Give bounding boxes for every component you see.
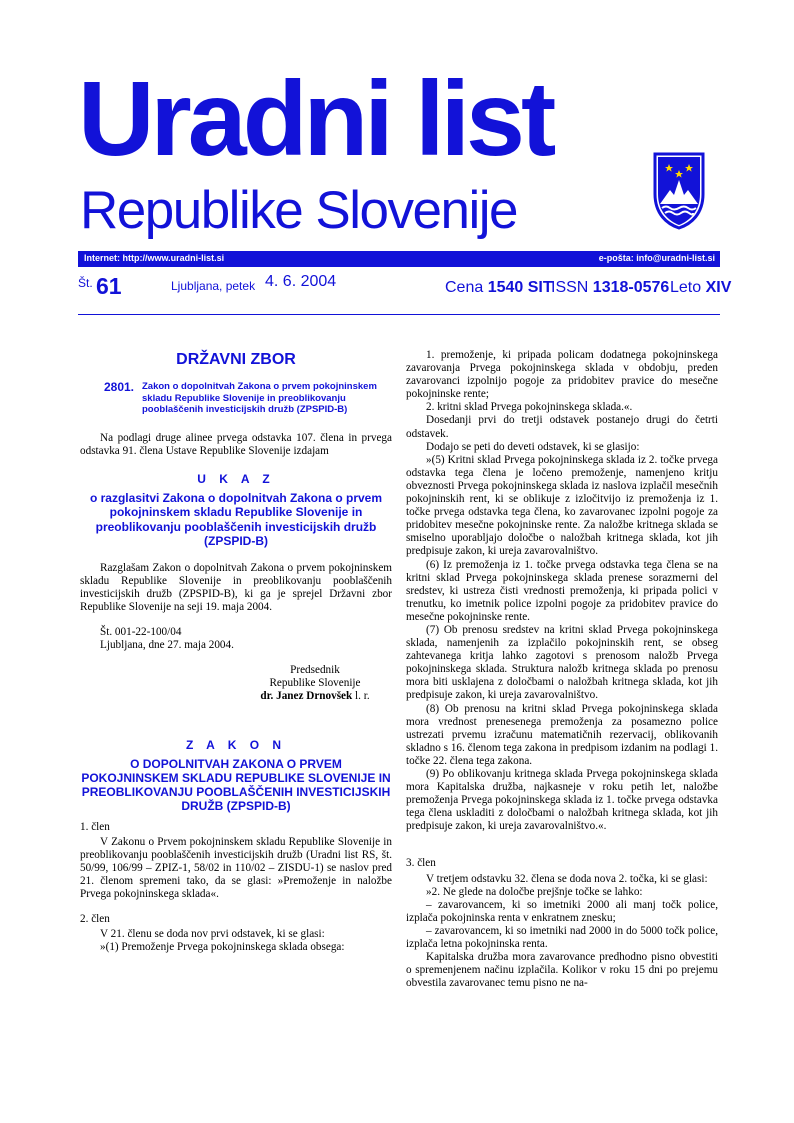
contact-bar [78, 251, 720, 267]
paragraph: Dosedanji prvi do tretji odstavek postanejo drugi do četrti odstavek. [406, 414, 718, 440]
price-block [445, 279, 553, 309]
clen-1-text: V Zakonu o Prvem pokojninskem skladu Republike Slovenije in preoblikovanju pooblaščenih investicijskih družb (Uradni list RS, št. 50/99, 106/99 – ZPIZ-1, 58/02 in 110/02 – ZISDU-1) se naslov pred 21. členom spremeni tako, da se glasi: »Premoženje in naložbe Prvega pokojninskega sklada«. [80, 835, 392, 900]
paragraph: (6) Iz premoženja iz 1. točke prvega odstavka tega člena se na kritni sklad Prvega pokojninskega sklada prenese sorazmerni del sredstev, ki ustreza čisti vrednosti premoženja, ki pripada polici v trenutku, ko imetnik police izpolni pogoje za pridobitev pravice do mesečne pokojninske rente. [406, 558, 718, 623]
internet-link[interactable]: Internet: http://www.uradni-list.si [84, 253, 225, 263]
act-header [80, 381, 392, 416]
paragraph: (8) Ob prenosu na kritni sklad Prvega pokojninskega sklada mora vrednost prenesenega premoženja za posamezno police ustrezati prvemu izračunu matematičnih rezervacij, oblikovanih skladno s 16. členom tega zakona in predpisom izdanim na podlagi 1. točke 22. člena tega zakona. [406, 702, 718, 767]
email-link[interactable]: e-pošta: info@uradni-list.si [598, 253, 715, 263]
issn-label: ISSN [551, 279, 589, 296]
issue-date: 4. 6. 2004 [265, 273, 337, 290]
paragraph: 1. premoženje, ki pripada policam dodatnega pokojninskega zavarovanja Prvega pokojninskega sklada v obdobju, preden zavarovanci izpolnijo pogoje za pridobitev pravice do mesečne pokojninske rente; [406, 349, 718, 401]
ukaz-heading: U K A Z [197, 471, 275, 486]
paragraph: »(5) Kritni sklad Prvega pokojninskega sklada iz 2. točke prvega odstavka tega člena je ločeno premoženje, namenjeno kritju obveznosti Prvega pokojninskega sklada iz naslova izplačil mesečnih pokojninskih rent, ki se oblikuje z izločitvijo iz premoženja iz 1. točke prvega odstavka tega člena, ko zavarovanec izpolni pogoje za pridobitev mesečne pokojninske rente. Za naložbe kritnega sklada se smiselno uporabljajo določbe o naložbah kritnega sklada, kot jih predpisuje zakon, ki ureja zavarovalništvo. [406, 453, 718, 558]
publication-title: Uradni list [78, 60, 553, 178]
clen-1-heading: 1. člen [80, 820, 110, 833]
signature-name-line [250, 690, 380, 703]
ukaz-subtitle: o razglasitvi Zakona o dopolnitvah Zakona o prvem pokojninskem skladu Republike Slovenije in preoblikovanju pooblaščenih investicijskih družb (ZPSPID-B) [89, 490, 383, 549]
paragraph: – zavarovancem, ki so imetniki 2000 ali manj točk police, izplača pokojninska renta v enkratnem znesku; [406, 898, 718, 924]
paragraph: Dodajo se peti do deveti odstavek, ki se glasijo: [426, 440, 640, 453]
clen-3-heading: 3. člen [406, 857, 436, 870]
paragraph: »2. Ne glede na določbe prejšnje točke se lahko: [426, 885, 643, 898]
left-column [80, 349, 392, 954]
act-title: Zakon o dopolnitvah Zakona o prvem pokojninskem skladu Republike Slovenije in preoblikovanju pooblaščenih investicijskih družb (ZPSPID-B) [142, 381, 377, 415]
issn-block [551, 279, 669, 309]
clen-2-text: V 21. členu se doda nov prvi odstavek, ki se glasi: [100, 928, 325, 941]
paragraph: 2. kritni sklad Prvega pokojninskega sklada.«. [426, 401, 633, 414]
header-rule [78, 314, 720, 315]
year-value: XIV [705, 279, 732, 296]
signature-name: dr. Janez Drnovšek [260, 690, 353, 703]
price-value: 1540 SIT [487, 279, 553, 296]
price-label: Cena [445, 279, 484, 296]
act-number: 2801. [103, 380, 134, 394]
year-label: Leto [670, 279, 702, 296]
clen-2-heading: 2. člen [80, 913, 110, 926]
paragraph: – zavarovancem, ki so imetniki nad 2000 in do 5000 točk police, izplača letna pokojninska renta. [406, 924, 718, 951]
right-column [406, 349, 718, 990]
paragraph: V tretjem odstavku 32. člena se doda nova 2. točka, ki se glasi: [426, 872, 708, 885]
paragraph: (9) Po oblikovanju kritnega sklada Prvega pokojninskega sklada mora Kapitalska družba, najkasneje v roku petih let, naložbe premoženja Prvega pokojninskega sklada iz 1. točke prvega odstavka tega člena uskladiti z določbami o naložbah kritnega sklada, kot jih predpisuje zakon, ki ureja zavarovalništvo.«. [406, 768, 718, 833]
zakon-heading: Z A K O N [185, 737, 287, 752]
zakon-subtitle: O DOPOLNITVAH ZAKONA O PRVEM POKOJNINSKEM SKLADU REPUBLIKE SLOVENIJE IN PREOBLIKOVANJU POOBLAŠČENIH INVESTICIJSKIH DRUŽB (ZPSPID-B) [81, 756, 391, 813]
signature-role: Predsednik [290, 664, 340, 677]
signature-org: Republike Slovenije [269, 677, 361, 690]
reference-date: Ljubljana, dne 27. maja 2004. [100, 639, 234, 652]
paragraph: Kapitalska družba mora zavarovance predhodno pisno obvestiti o spremenjenem načinu izplačila. Kolikor v roku 15 dni po prejemu obvestila zavarovanec temu pisno ne na- [406, 951, 718, 990]
year-block [670, 279, 731, 309]
paragraph: (7) Ob prenosu sredstev na kritni sklad Prvega pokojninskega sklada, namenjenih za izplačilo pokojninskih rent, se obseg zahtevanega kritja lahko zagotovi s prenosom naložb Prvega pokojninskega sklada. Struktura naložb kritnega sklada po prenosu mora biti usklajena z določbami o naložbah kritnega sklada, kot jih predpisuje zakon, ki ureja zavarovalništvo. [406, 623, 718, 702]
coat-of-arms-icon [651, 150, 707, 230]
issn-value: 1318-0576 [592, 279, 670, 296]
issue-number-label: Št. [78, 276, 93, 290]
issue-place-day: Ljubljana, petek [171, 279, 256, 293]
issue-number: 61 [96, 273, 122, 299]
clen-2-quote: »(1) Premoženje Prvega pokojninskega sklada obsega: [100, 941, 345, 954]
section-heading: DRŽAVNI ZBOR [176, 351, 296, 368]
signature-block [250, 664, 380, 703]
signature-suffix: l. r. [352, 690, 370, 703]
ukaz-text: Razglašam Zakon o dopolnitvah Zakona o prvem pokojninskem skladu Republike Slovenije in preoblikovanju pooblaščenih investicijskih družb (ZPSPID-B), ki ga je sprejel Državni zbor Republike Slovenije na seji 19. maja 2004. [80, 561, 392, 613]
intro-paragraph: Na podlagi druge alinee prvega odstavka 107. člena in prvega odstavka 91. člena Ustave Republike Slovenije izdajam [80, 431, 392, 457]
reference-number: Št. 001-22-100/04 [100, 626, 182, 639]
publication-subtitle: Republike Slovenije [80, 181, 518, 240]
